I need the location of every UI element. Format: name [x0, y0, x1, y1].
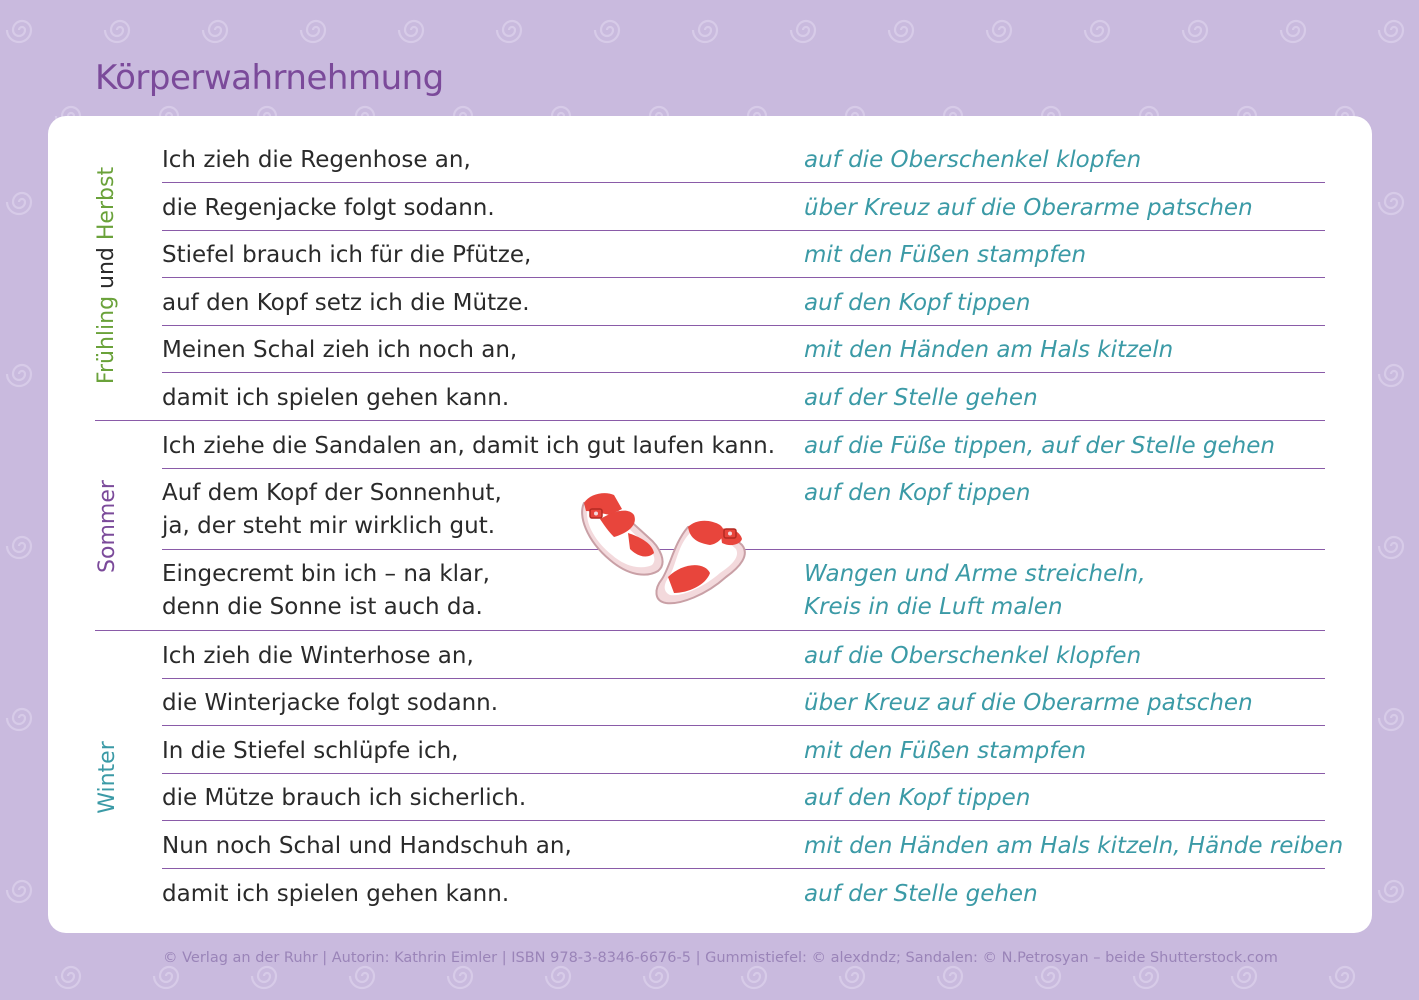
swirl-decoration: [399, 21, 423, 42]
swirl-decoration: [644, 967, 668, 988]
action-line: Wangen und Arme streicheln,: [804, 561, 1146, 587]
swirl-decoration: [1085, 21, 1109, 42]
lyric-line: Ich ziehe die Sandalen an, damit ich gut laufen kann.: [162, 433, 776, 459]
action-line: mit den Füßen stampfen: [804, 738, 1087, 764]
row-divider: [162, 372, 1325, 373]
season-summer: Sommer: [94, 479, 120, 573]
lyric-line: Nun noch Schal und Handschuh an,: [162, 833, 572, 859]
swirl-decoration: [1232, 967, 1256, 988]
swirl-decoration: [1379, 193, 1403, 214]
swirl-decoration: [595, 21, 619, 42]
lyric-line-2: ja, der steht mir wirklich gut.: [162, 513, 496, 539]
swirl-decoration: [7, 365, 31, 386]
right-sandal-icon: [656, 521, 744, 604]
action-line: mit den Händen am Hals kitzeln, Hände reiben: [804, 833, 1344, 859]
swirl-decoration: [56, 967, 80, 988]
swirl-decoration: [350, 967, 374, 988]
action-line: über Kreuz auf die Oberarme patschen: [804, 195, 1253, 221]
swirl-decoration: [1330, 967, 1354, 988]
swirl-decoration: [1183, 21, 1207, 42]
swirl-decoration: [448, 967, 472, 988]
lyric-line: Ich zieh die Regenhose an,: [162, 147, 471, 173]
action-line: auf die Oberschenkel klopfen: [804, 147, 1142, 173]
action-line-2: Kreis in die Luft malen: [804, 594, 1063, 620]
left-sandal-icon: [582, 493, 662, 575]
copyright-footer: © Verlag an der Ruhr | Autorin: Kathrin Eimler | ISBN 978-3-8346-6676-5 | Gummistiefel: © alexdndz; Sandalen: © N.Petrosyan – beide Shutterstock.com: [163, 950, 1278, 966]
swirl-decoration: [1036, 967, 1060, 988]
swirl-decoration: [1281, 21, 1305, 42]
action-line: auf die Oberschenkel klopfen: [804, 643, 1142, 669]
swirl-decoration: [889, 21, 913, 42]
swirl-decoration: [791, 21, 815, 42]
section-divider: [95, 420, 1325, 421]
lyric-line: Stiefel brauch ich für die Pfütze,: [162, 242, 532, 268]
swirl-decoration: [7, 537, 31, 558]
swirl-decoration: [301, 21, 325, 42]
swirl-decoration: [154, 967, 178, 988]
lyric-line: Meinen Schal zieh ich noch an,: [162, 337, 518, 363]
lyric-line: damit ich spielen gehen kann.: [162, 385, 510, 411]
row-divider: [162, 182, 1325, 183]
season-label-spring-autumn: [93, 130, 121, 420]
swirl-decoration: [693, 21, 717, 42]
swirl-decoration: [1134, 967, 1158, 988]
lyric-line: damit ich spielen gehen kann.: [162, 881, 510, 907]
row-divider: [162, 678, 1325, 679]
lyric-line: Ich zieh die Winterhose an,: [162, 643, 474, 669]
swirl-decoration: [7, 709, 31, 730]
swirl-decoration: [938, 967, 962, 988]
row-divider: [162, 325, 1325, 326]
section-divider: [95, 630, 1325, 631]
page-title: Körperwahrnehmung: [95, 58, 444, 98]
row-divider: [162, 868, 1325, 869]
swirl-decoration: [840, 967, 864, 988]
action-line: mit den Füßen stampfen: [804, 242, 1087, 268]
action-line: mit den Händen am Hals kitzeln: [804, 337, 1174, 363]
action-line: auf den Kopf tippen: [804, 290, 1031, 316]
lyric-line: auf den Kopf setz ich die Mütze.: [162, 290, 530, 316]
swirl-decoration: [1379, 537, 1403, 558]
swirl-decoration: [7, 193, 31, 214]
swirl-decoration: [203, 21, 227, 42]
lyric-line: Auf dem Kopf der Sonnenhut,: [162, 480, 502, 506]
action-line: auf den Kopf tippen: [804, 480, 1031, 506]
row-divider: [162, 468, 1325, 469]
action-line: auf die Füße tippen, auf der Stelle gehen: [804, 433, 1275, 459]
lyric-line-2: denn die Sonne ist auch da.: [162, 594, 483, 620]
lyric-line: die Mütze brauch ich sicherlich.: [162, 785, 527, 811]
lyric-line: Eingecremt bin ich – na klar,: [162, 561, 490, 587]
action-line: auf den Kopf tippen: [804, 785, 1031, 811]
season-autumn: Herbst: [94, 166, 120, 240]
lyric-line: die Winterjacke folgt sodann.: [162, 690, 499, 716]
red-sandals-illustration: [570, 485, 770, 615]
action-line: über Kreuz auf die Oberarme patschen: [804, 690, 1253, 716]
swirl-decoration: [1379, 709, 1403, 730]
row-divider: [162, 773, 1325, 774]
swirl-decoration: [546, 967, 570, 988]
row-divider: [162, 820, 1325, 821]
swirl-decoration: [742, 967, 766, 988]
swirl-decoration: [1379, 881, 1403, 902]
row-divider: [162, 230, 1325, 231]
row-divider: [162, 277, 1325, 278]
swirl-decoration: [7, 881, 31, 902]
season-label-winter: [93, 632, 121, 922]
action-line: auf der Stelle gehen: [804, 881, 1038, 907]
season-winter: Winter: [94, 740, 120, 814]
swirl-decoration: [1379, 21, 1403, 42]
swirl-decoration: [7, 21, 31, 42]
swirl-decoration: [987, 21, 1011, 42]
swirl-decoration: [105, 21, 129, 42]
season-and: und: [94, 239, 120, 296]
swirl-decoration: [252, 967, 276, 988]
action-line: auf der Stelle gehen: [804, 385, 1038, 411]
lyric-line: In die Stiefel schlüpfe ich,: [162, 738, 459, 764]
season-spring: Frühling: [94, 295, 120, 384]
lyric-line: die Regenjacke folgt sodann.: [162, 195, 495, 221]
row-divider: [162, 725, 1325, 726]
season-label-summer: [93, 422, 121, 630]
swirl-decoration: [497, 21, 521, 42]
swirl-decoration: [1379, 365, 1403, 386]
